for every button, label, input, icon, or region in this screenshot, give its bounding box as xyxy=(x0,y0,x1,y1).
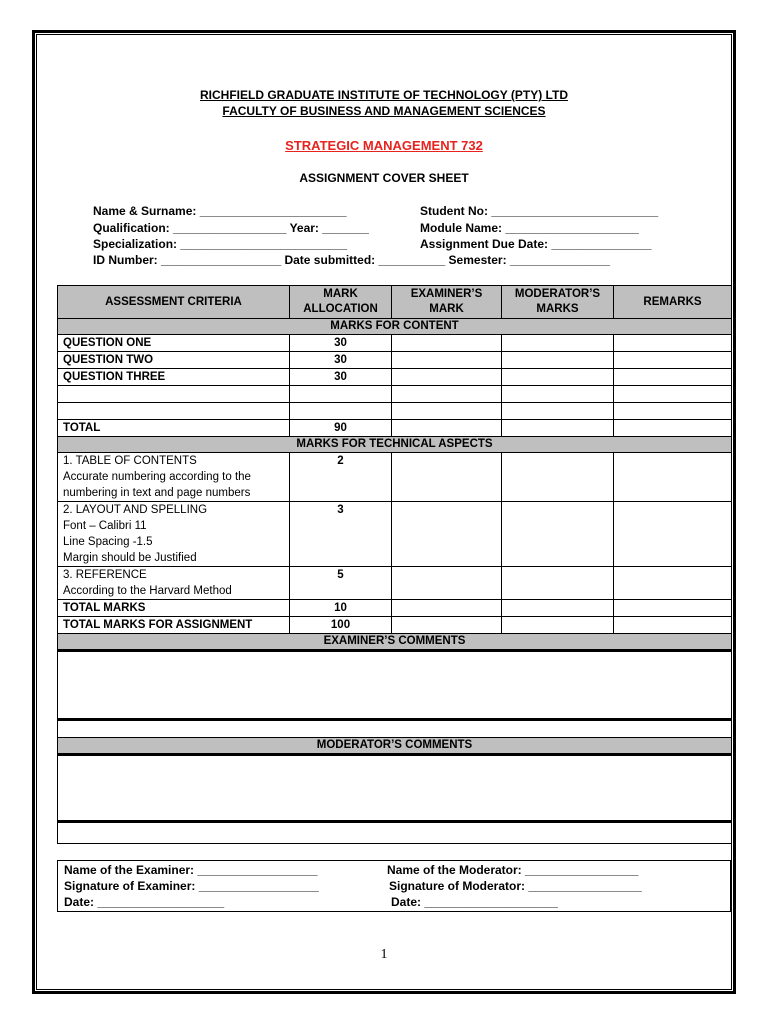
qualification-year-field[interactable]: Qualification: _________________ Year: _______ xyxy=(93,221,369,235)
institute-name: RICHFIELD GRADUATE INSTITUTE OF TECHNOLOGY (PTY) LTD xyxy=(200,88,568,102)
examiner-comments-title: EXAMINER’S COMMENTS xyxy=(58,634,732,651)
table-row-toc xyxy=(58,453,732,502)
table-row xyxy=(58,352,732,369)
total-label: TOTAL xyxy=(58,420,290,437)
remarks-cell[interactable] xyxy=(614,352,732,369)
col-header-mark-allocation: MARK ALLOCATION xyxy=(290,286,392,319)
due-date-field[interactable]: Assignment Due Date: _______________ xyxy=(420,237,652,251)
examiner-mark-cell[interactable] xyxy=(392,335,502,352)
col-header-examiner-mark: EXAMINER’S MARK xyxy=(392,286,502,319)
moderator-name-field[interactable]: Name of the Moderator: _________________ xyxy=(387,863,639,877)
mark-cell: 30 xyxy=(290,335,392,352)
module-title: STRATEGIC MANAGEMENT 732 xyxy=(285,138,483,153)
module-name-field[interactable]: Module Name: ____________________ xyxy=(420,221,639,235)
table-row-reference xyxy=(58,567,732,600)
moderator-signature-field[interactable]: Signature of Moderator: _________________ xyxy=(389,879,642,893)
examiner-comments-box xyxy=(58,651,732,720)
document-title: ASSIGNMENT COVER SHEET xyxy=(299,171,469,185)
table-row-total-assignment xyxy=(58,617,732,634)
total-assignment-value: 100 xyxy=(290,617,392,634)
spacer-row xyxy=(58,822,732,844)
criteria-cell: 1. TABLE OF CONTENTS Accurate numbering according to the numbering in text and page numbers xyxy=(58,453,290,502)
moderator-comments-title: MODERATOR’S COMMENTS xyxy=(58,738,732,755)
student-no-field[interactable]: Student No: _________________________ xyxy=(420,204,659,218)
table-row xyxy=(58,369,732,386)
examiner-mark-cell[interactable] xyxy=(392,369,502,386)
moderator-comments-box xyxy=(58,755,732,822)
section-row-content xyxy=(58,319,732,335)
assessment-table xyxy=(57,285,732,844)
table-row-total-marks xyxy=(58,600,732,617)
col-header-remarks: REMARKS xyxy=(614,286,732,319)
moderator-mark-cell[interactable] xyxy=(502,335,614,352)
examiner-date-field[interactable]: Date: ___________________ xyxy=(64,895,225,909)
total-marks-label: TOTAL MARKS xyxy=(58,600,290,617)
criteria-cell: QUESTION THREE xyxy=(58,369,290,386)
col-header-moderator-marks: MODERATOR’S MARKS xyxy=(502,286,614,319)
spacer-row xyxy=(58,720,732,738)
examiner-name-field[interactable]: Name of the Examiner: __________________ xyxy=(64,863,318,877)
section-row-technical xyxy=(58,437,732,453)
mark-cell: 2 xyxy=(290,453,392,502)
specialization-field[interactable]: Specialization: _________________________ xyxy=(93,237,348,251)
moderator-mark-cell[interactable] xyxy=(502,369,614,386)
examiner-mark-cell[interactable] xyxy=(392,352,502,369)
col-header-criteria: ASSESSMENT CRITERIA xyxy=(58,286,290,319)
table-row-empty xyxy=(58,386,732,403)
section-row-moderator-comments xyxy=(58,738,732,755)
table-row-total xyxy=(58,420,732,437)
moderator-comments-area[interactable] xyxy=(58,755,732,822)
total-mark: 90 xyxy=(290,420,392,437)
criteria-cell: 3. REFERENCE According to the Harvard Method xyxy=(58,567,290,600)
section-title: MARKS FOR TECHNICAL ASPECTS xyxy=(58,437,732,453)
mark-cell: 3 xyxy=(290,502,392,567)
name-surname-field[interactable]: Name & Surname: ______________________ xyxy=(93,204,347,218)
id-date-semester-field[interactable]: ID Number: __________________ Date submitted: __________ Semester: _______________ xyxy=(93,253,611,267)
examiner-comments-area[interactable] xyxy=(58,651,732,720)
table-header-row xyxy=(58,286,732,319)
table-row xyxy=(58,335,732,352)
remarks-cell[interactable] xyxy=(614,369,732,386)
moderator-mark-cell[interactable] xyxy=(502,352,614,369)
signature-block xyxy=(57,860,731,912)
remarks-cell[interactable] xyxy=(614,335,732,352)
total-assignment-label: TOTAL MARKS FOR ASSIGNMENT xyxy=(58,617,290,634)
mark-cell: 5 xyxy=(290,567,392,600)
mark-cell: 30 xyxy=(290,369,392,386)
criteria-cell: QUESTION ONE xyxy=(58,335,290,352)
section-row-examiner-comments xyxy=(58,634,732,651)
moderator-date-field[interactable]: Date: ____________________ xyxy=(391,895,558,909)
faculty-name: FACULTY OF BUSINESS AND MANAGEMENT SCIENCES xyxy=(222,104,546,118)
total-marks-value: 10 xyxy=(290,600,392,617)
page-number: 1 xyxy=(380,947,388,962)
section-title: MARKS FOR CONTENT xyxy=(58,319,732,335)
examiner-signature-field[interactable]: Signature of Examiner: __________________ xyxy=(64,879,319,893)
table-row-empty xyxy=(58,403,732,420)
criteria-cell: 2. LAYOUT AND SPELLING Font – Calibri 11 Line Spacing -1.5 Margin should be Justified xyxy=(58,502,290,567)
mark-cell: 30 xyxy=(290,352,392,369)
criteria-cell: QUESTION TWO xyxy=(58,352,290,369)
table-row-layout xyxy=(58,502,732,567)
